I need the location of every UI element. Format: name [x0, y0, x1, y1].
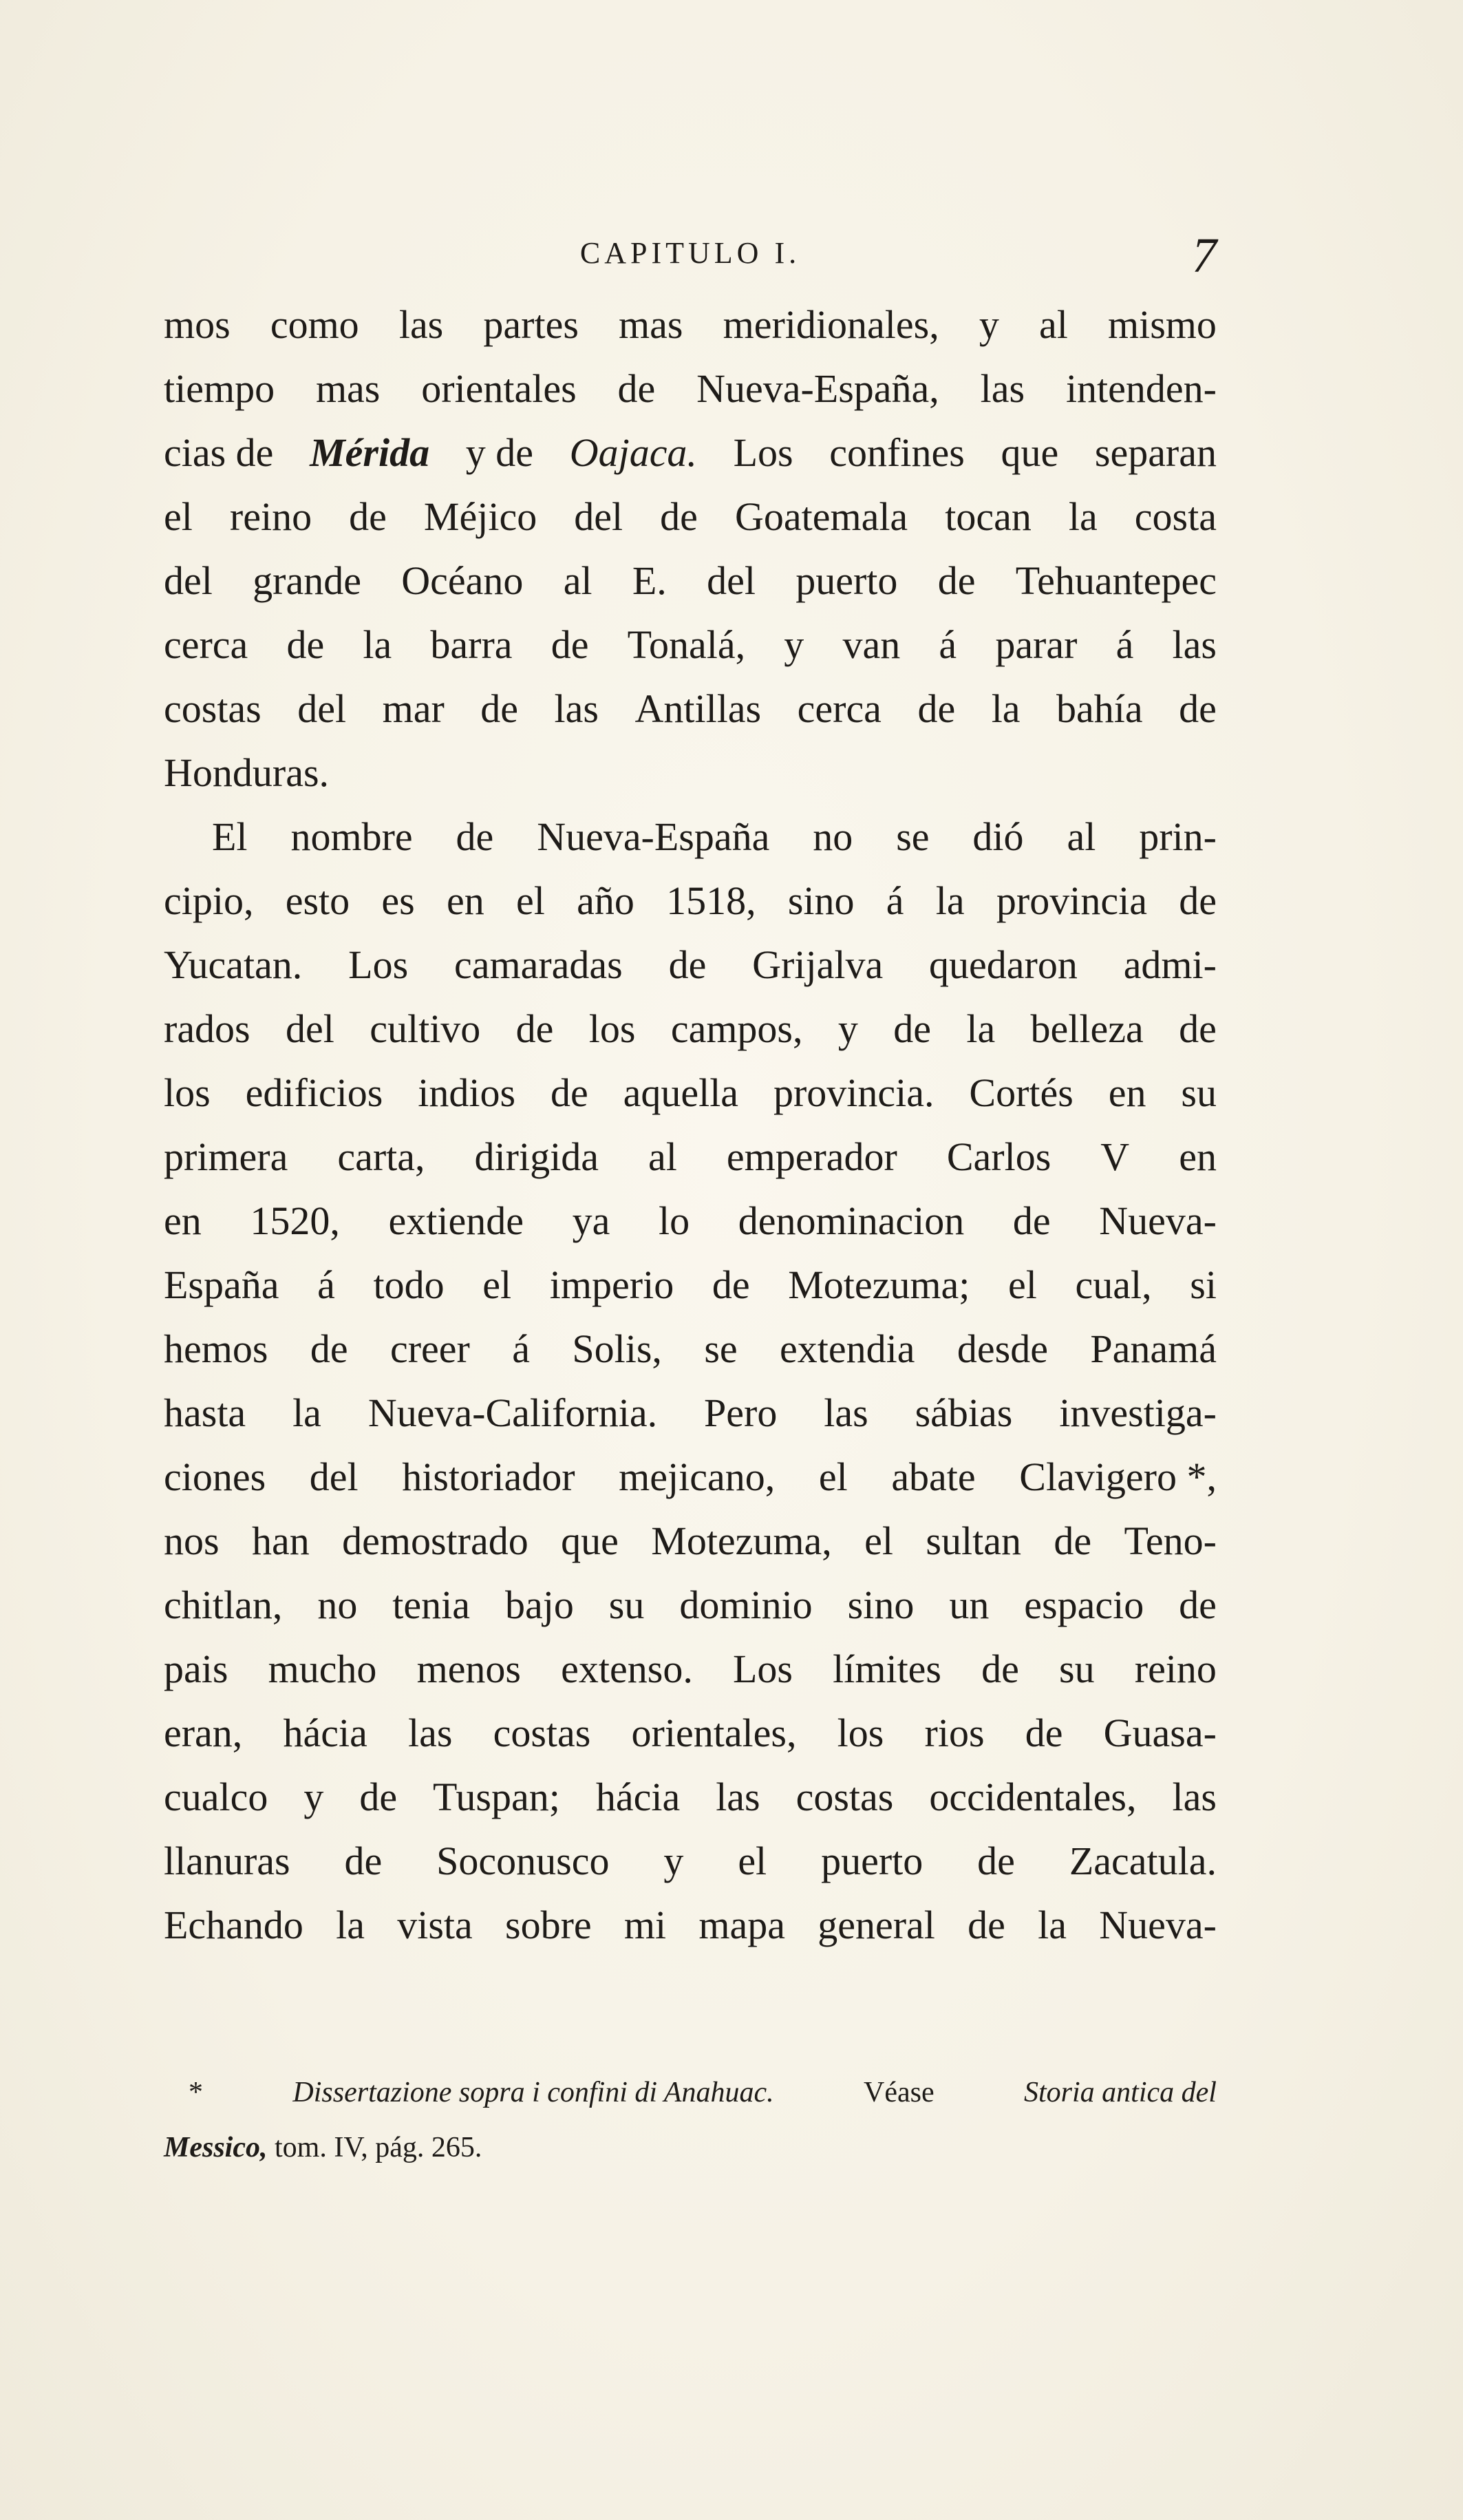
word: de [893, 1006, 931, 1051]
word: sábias [915, 1390, 1013, 1435]
word: eran, [164, 1711, 243, 1755]
word: reino [1134, 1647, 1217, 1691]
word: del [297, 686, 347, 731]
word: del [164, 558, 213, 603]
word: rios [924, 1711, 985, 1755]
word: puerto [795, 558, 898, 603]
footnote-text: Véase [864, 2077, 935, 2108]
word: extiende [388, 1198, 524, 1243]
word: carta, [337, 1134, 425, 1179]
word: cias de [164, 430, 274, 475]
word: Grijalva [752, 942, 884, 987]
word: año [577, 878, 634, 923]
word: del [286, 1006, 334, 1051]
word: á [886, 878, 904, 923]
word: y [784, 622, 804, 667]
word: la [292, 1390, 321, 1435]
word: mos [164, 302, 231, 347]
word: del [309, 1454, 359, 1499]
word: de [1179, 1006, 1217, 1051]
word: y [979, 302, 999, 347]
word: prin- [1139, 814, 1217, 859]
word: Nueva- [1099, 1198, 1217, 1243]
text-line [164, 357, 1217, 421]
footnote-line [164, 2065, 1217, 2120]
word: un [949, 1582, 990, 1627]
word: Océano [401, 558, 524, 603]
word: de [1179, 878, 1217, 923]
word: Los [732, 1647, 793, 1691]
word: al [1038, 302, 1068, 347]
word: pais [164, 1647, 228, 1691]
word: las [980, 366, 1025, 411]
word: sobre [505, 1903, 592, 1947]
text-line [164, 293, 1217, 357]
word: costas [164, 686, 261, 731]
word: Honduras. [164, 750, 330, 795]
word: general [818, 1903, 935, 1947]
word: meridionales, [723, 302, 939, 347]
word: 1520, [250, 1198, 340, 1243]
word: de [668, 942, 707, 987]
word: camaradas [454, 942, 623, 987]
word: reino [229, 494, 312, 539]
word: de [456, 814, 494, 859]
word: de [937, 558, 976, 603]
word: creer [389, 1326, 470, 1371]
page-number: 7 [1192, 228, 1217, 283]
word: Echando [164, 1903, 303, 1947]
word: El [212, 814, 248, 859]
word: el [1008, 1262, 1037, 1307]
text-line [164, 1317, 1217, 1381]
word: costas [795, 1775, 894, 1819]
word: Méjico [423, 494, 537, 539]
word: en [447, 878, 484, 923]
word: chitlan, [164, 1582, 283, 1627]
word: de [344, 1839, 383, 1883]
text-line [164, 485, 1217, 549]
word: no [317, 1582, 358, 1627]
word: la [991, 686, 1021, 731]
word: las [408, 1711, 453, 1755]
word: en [1179, 1134, 1217, 1179]
word: Zacatula. [1069, 1839, 1217, 1883]
word: las [1172, 622, 1217, 667]
text-line [164, 421, 1217, 485]
word: puerto [821, 1839, 923, 1883]
word: del [574, 494, 623, 539]
text-line [164, 1509, 1217, 1573]
word: campos, [670, 1006, 803, 1051]
word: menos [416, 1647, 522, 1691]
word: barra [430, 622, 513, 667]
word: Goatemala [734, 494, 908, 539]
word: costa [1134, 494, 1217, 539]
word: sino [847, 1582, 915, 1627]
text-line [164, 1445, 1217, 1509]
word: la [363, 622, 392, 667]
footnote-line [164, 2120, 1217, 2175]
word: del [707, 558, 756, 603]
word: mar [382, 686, 445, 731]
word: y [663, 1839, 684, 1883]
word: á [317, 1262, 335, 1307]
word: el [864, 1518, 894, 1563]
word: el [482, 1262, 512, 1307]
word: Yucatan. [164, 942, 303, 987]
text-line [164, 1893, 1217, 1957]
word: y [303, 1775, 324, 1819]
word: sultan [926, 1518, 1021, 1563]
word: el [818, 1454, 848, 1499]
word: historiador [402, 1454, 575, 1499]
word: cualco [164, 1775, 268, 1819]
word: edificios [245, 1070, 383, 1115]
word: Tuspan; [433, 1775, 560, 1819]
word: espacio [1024, 1582, 1144, 1627]
word: límites [833, 1647, 941, 1691]
word: que [561, 1518, 619, 1563]
word: provincia [996, 878, 1147, 923]
word: los [588, 1006, 636, 1051]
word: parar [995, 622, 1078, 667]
place-name-oajaca: Oajaca. [569, 430, 697, 475]
word: primera [164, 1134, 288, 1179]
word: sino [787, 878, 855, 923]
text-line [164, 677, 1217, 741]
word: hemos [164, 1326, 268, 1371]
word: belleza [1030, 1006, 1144, 1051]
word: á [939, 622, 957, 667]
word: Los [348, 942, 409, 987]
word: se [896, 814, 930, 859]
word: todo [373, 1262, 445, 1307]
word: es [381, 878, 415, 923]
word: occidentales, [929, 1775, 1137, 1819]
word: van [842, 622, 901, 667]
word: la [966, 1006, 996, 1051]
text-line [164, 1189, 1217, 1253]
word: Nueva-California. [367, 1390, 658, 1435]
word: que [1001, 430, 1059, 475]
word: su [608, 1582, 645, 1627]
text-line [164, 1253, 1217, 1317]
word: al [1067, 814, 1096, 859]
word: tenia [392, 1582, 470, 1627]
word: Cortés [969, 1070, 1074, 1115]
word: mas [315, 366, 381, 411]
word: al [563, 558, 592, 603]
word: España [164, 1262, 279, 1307]
word: Motezuma; [788, 1262, 970, 1307]
text-line [164, 1637, 1217, 1701]
word: de [550, 1070, 588, 1115]
word: admi- [1123, 942, 1217, 987]
word: orientales [421, 366, 577, 411]
word: de [359, 1775, 398, 1819]
word: Carlos [946, 1134, 1051, 1179]
word: mapa [698, 1903, 785, 1947]
word: abate [891, 1454, 976, 1499]
word: confines [829, 430, 965, 475]
word: las [398, 302, 444, 347]
word: imperio [549, 1262, 674, 1307]
word: la [336, 1903, 365, 1947]
word: de [712, 1262, 750, 1307]
word: de [981, 1647, 1019, 1691]
word: hácia [595, 1775, 681, 1819]
word: 1518, [666, 878, 756, 923]
word: denominacion [738, 1198, 965, 1243]
word: de [1179, 686, 1217, 731]
word: el [738, 1839, 767, 1883]
text-line [164, 613, 1217, 677]
word: demostrado [342, 1518, 528, 1563]
word: nombre [290, 814, 413, 859]
word: las [716, 1775, 760, 1819]
word: investiga- [1059, 1390, 1217, 1435]
word: dominio [679, 1582, 813, 1627]
word: rados [164, 1006, 250, 1051]
text-line [164, 1829, 1217, 1893]
word: lo [658, 1198, 690, 1243]
word: cultivo [370, 1006, 481, 1051]
word: extendia [780, 1326, 915, 1371]
word: Guasa- [1103, 1711, 1217, 1755]
footnote [164, 2065, 1217, 2175]
text-line [164, 997, 1217, 1061]
word: de [1054, 1518, 1092, 1563]
word: cerca [797, 686, 882, 731]
word: los [837, 1711, 884, 1755]
word: mejicano, [619, 1454, 776, 1499]
word: de [515, 1006, 554, 1051]
word: no [813, 814, 853, 859]
word: ciones [164, 1454, 266, 1499]
word: dió [972, 814, 1024, 859]
text-line [164, 1061, 1217, 1125]
word: vista [397, 1903, 473, 1947]
word: á [512, 1326, 530, 1371]
word: el [164, 494, 193, 539]
word: Solis, [572, 1326, 662, 1371]
text-line [164, 805, 1217, 869]
word: Pero [704, 1390, 778, 1435]
word: Tonalá, [627, 622, 746, 667]
word: las [824, 1390, 868, 1435]
word: emperador [726, 1134, 897, 1179]
word: de [977, 1839, 1015, 1883]
word: y [837, 1006, 858, 1051]
word: de [968, 1903, 1005, 1947]
text-line [164, 741, 1217, 805]
word: mismo [1107, 302, 1217, 347]
word: Tehuantepec [1015, 558, 1217, 603]
word: Nueva- [1099, 1903, 1217, 1947]
footnote-marker: * [189, 2077, 203, 2108]
word: de [349, 494, 387, 539]
word: mas [619, 302, 683, 347]
footnote-text: tom. IV, pág. 265. [275, 2132, 482, 2163]
word: intenden- [1065, 366, 1217, 411]
word: de [1012, 1198, 1051, 1243]
word: se [704, 1326, 738, 1371]
word: provincia. [773, 1070, 935, 1115]
word: grande [253, 558, 361, 603]
word: su [1181, 1070, 1217, 1115]
word: Clavigero *, [1019, 1454, 1217, 1499]
word: quedaron [929, 942, 1078, 987]
text-line [164, 1701, 1217, 1765]
word: mucho [268, 1647, 377, 1691]
word: Motezuma, [651, 1518, 832, 1563]
text-line [164, 1765, 1217, 1829]
text-line [164, 549, 1217, 613]
word: ya [572, 1198, 610, 1243]
word: hácia [283, 1711, 367, 1755]
word: de [1025, 1711, 1063, 1755]
word: separan [1094, 430, 1217, 475]
word: la [935, 878, 965, 923]
word: llanuras [164, 1839, 290, 1883]
word: al [648, 1134, 677, 1179]
word: orientales, [631, 1711, 797, 1755]
running-title: CAPITULO I. [579, 236, 801, 270]
word: nos [164, 1518, 220, 1563]
footnote-title: Messico, [164, 2132, 268, 2163]
word: indios [418, 1070, 516, 1115]
word: de [286, 622, 325, 667]
word: en [1108, 1070, 1146, 1115]
word: de [617, 366, 656, 411]
word: cipio, [164, 878, 254, 923]
word: Panamá [1090, 1326, 1217, 1371]
word: esto [285, 878, 350, 923]
footnote-title: Storia antica del [1024, 2077, 1217, 2108]
place-name-merida: Mérida [310, 430, 430, 475]
word: las [554, 686, 599, 731]
word: han [251, 1518, 310, 1563]
word: la [1038, 1903, 1067, 1947]
text-line [164, 1573, 1217, 1637]
word: Nueva-España, [696, 366, 939, 411]
text-line [164, 933, 1217, 997]
word: de [1179, 1582, 1217, 1627]
word: á [1115, 622, 1134, 667]
text-line [164, 869, 1217, 933]
word: bajo [504, 1582, 574, 1627]
word: Antillas [634, 686, 762, 731]
body-text [164, 293, 1217, 1957]
word: su [1059, 1647, 1095, 1691]
word: Nueva-España [537, 814, 770, 859]
word: cerca [164, 622, 248, 667]
word: costas [493, 1711, 591, 1755]
word: en [164, 1198, 202, 1243]
word: Soconusco [436, 1839, 610, 1883]
word: partes [483, 302, 579, 347]
word: el [516, 878, 545, 923]
footnote-title: Dissertazione sopra i confini di Anahuac. [292, 2077, 774, 2108]
text-line [164, 1381, 1217, 1445]
word: dirigida [474, 1134, 599, 1179]
word: de [660, 494, 698, 539]
word: extenso. [561, 1647, 693, 1691]
word: Los [733, 430, 793, 475]
word: de [551, 622, 589, 667]
word: Teno- [1124, 1518, 1217, 1563]
word: V [1100, 1134, 1130, 1179]
word: tocan [945, 494, 1032, 539]
word: hasta [164, 1390, 246, 1435]
running-head [164, 227, 1217, 282]
word: los [164, 1070, 211, 1115]
word: tiempo [164, 366, 275, 411]
word: aquella [623, 1070, 739, 1115]
word: y de [465, 430, 534, 475]
word: de [310, 1326, 348, 1371]
text-line [164, 1125, 1217, 1189]
word: de [917, 686, 956, 731]
word: las [1172, 1775, 1217, 1819]
word: bahía [1056, 686, 1143, 731]
word: la [1068, 494, 1098, 539]
word: E. [632, 558, 667, 603]
word: cual, [1075, 1262, 1152, 1307]
word: desde [957, 1326, 1048, 1371]
word: si [1190, 1262, 1217, 1307]
word: como [270, 302, 359, 347]
word: mi [623, 1903, 667, 1947]
word: de [480, 686, 519, 731]
